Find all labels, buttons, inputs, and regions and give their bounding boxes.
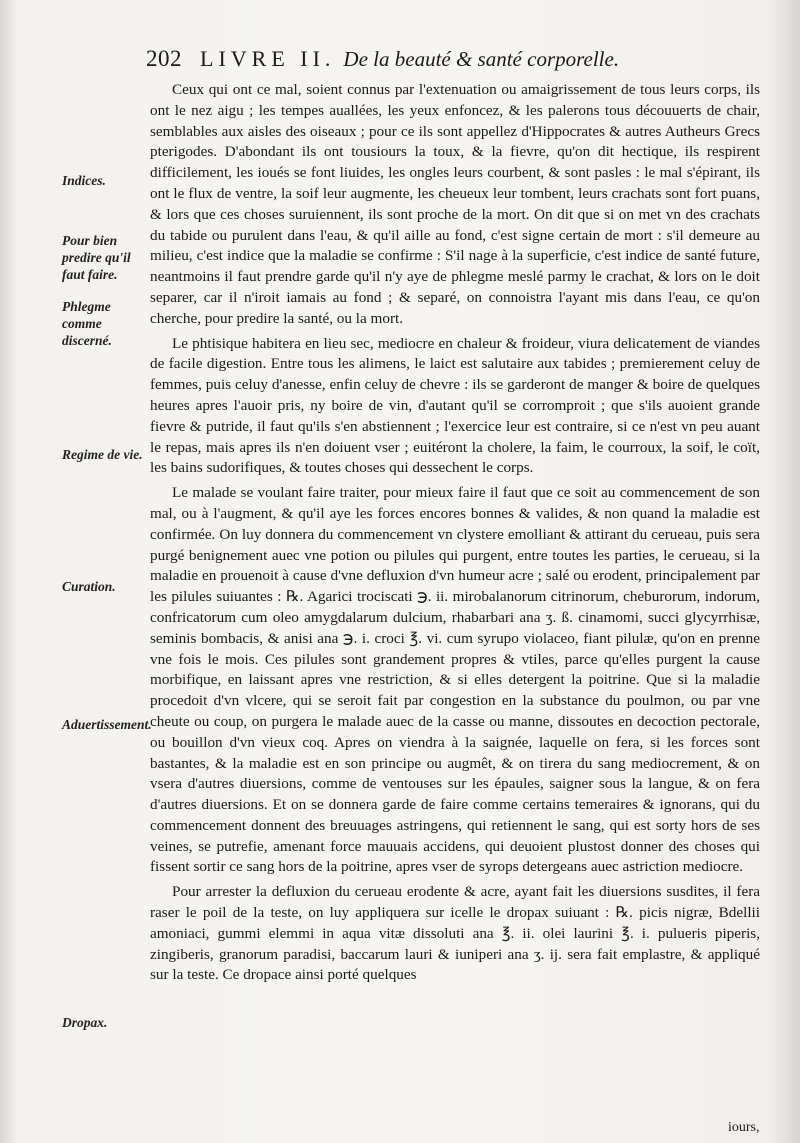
running-header: [146, 46, 706, 76]
page-number: 202: [146, 46, 182, 71]
paragraph-regimen: Le phtisique habitera en lieu sec, mediocre en chaleur & froideur, viura delicatement de viandes de facile digestion. Entre tous les alimens, le laict est salutaire aux tabides ; premierement celuy de femmes, puis celuy d'anesse, enfin celuy de chevre : ils se garderont de manger & boire de quelques heures apres l'auoir pris, ny boire de vin, d'autant qu'il se corromproit ; que s'ils auoient grande fievre & putride, il faut qu'ils s'en abstiennent ; l'exercice leur est contraire, si ce n'est vn peu auant le repas, mais apres ils n'en doiuent vser ; euitéront la cholere, la faim, le courroux, la soif, le coït, les bains sudorifiques, & toutes choses qui dessechent le corps.: [150, 334, 760, 477]
catchword: iours,: [728, 1120, 760, 1135]
paragraph-symptoms: Ceux qui ont ce mal, soient connus par l'extenuation ou amaigrissement de tous leurs corps, ils ont le nez aigu ; les tempes auallées, les yeux enfoncez, & les palerons tous découuerts de chair, semblables aux aisles des oiseaux ; pour ce ils sont appellez d'Hippocrates & autres Autheurs Grecs pterigodes. D'abondant ils ont tousiours la toux, & la fievre, qu'on dit hectique, ils respirent difficilement, les ioués se font liuides, les ongles leurs courbent, & sont pasles : le mal s'épirant, ils ont le flux de ventre, la soif leur augmente, les cheueux leur tombent, leurs crachats sont fort puans, & lors que ces choses suruiennent, ils sont proche de la mort. On dit que si on met vn des crachats du tabide ou purulent dans l'eau, & qu'il aille au fond, c'est signe certain de mort : s'il demeure au milieu, c'est indice que la maladie se confirme : S'il nage à la superficie, c'est indice de santé future, neantmoins il faut prendre garde qu'il n'y aye de phlegme meslé parmy le crachat, & lors on le doit separer, car il n'iroit iamais au fond ; & separé, on connoistra l'ayant mis dans l'eau, ce qu'on cherche, pour predire la santé, ou la mort.: [150, 81, 760, 327]
paragraph-dropax: Pour arrester la defluxion du cerueau erodente & acre, ayant fait les diuersions susdites, il fera raser le poil de la teste, on luy appliquera sur icelle le dropax suiuant : ℞. picis nigræ, Bdellii amoniaci, gummi elemmi in aqua vitæ dissoluti ana ℥. ii. olei laurini ℥. i. pulueris piperis, zingiberis, granorum paradisi, baccarum lauri & iuniperi ana ʒ. ij. sera fait emplastre, & appliqué sur la teste. Ce dropace ainsi porté quelques: [150, 883, 760, 984]
paragraph-treatment: Le malade se voulant faire traiter, pour mieux faire il faut que ce soit au commencement de son mal, ou à l'augment, & qu'il aye les forces encores bonnes & valides, & non quand la maladie est confirmée. On luy donnera du commencement vn clystere emolliant & attirant du cerueau, puis sera purgé benignement auec vne potion ou pilules qui purgent, entre toutes les parties, le cerueau, si la maladie en prouenoit à cause d'vne defluxion d'vn humeur acre ; salé ou erodent, principalement par les pilules suiuantes : ℞. Agarici trociscati ℈. ii. mirobalanorum citrinorum, cheburorum, indorum, confricatorum cum oleo amygdalarum dulcium, rhabarbari ana ʒ. ß. cinamomi, succi glycyrrhisæ, seminis bombacis, & anisi ana ℈. i. croci ℥. vi. cum syrupo violaceo, fiant pilulæ, qu'on en prenne vne fois le mois. Ces pilules sont grandement propres & vtiles, parce qu'elles purgent la cause morbifique, en laissant apres vne restriction, & si elles detergent la poitrine. Que si la maladie procedoit d'vn vlcere, qui se seroit fait par congestion en la substance du poulmon, ou par vne cheute ou coup, on purgera le malade auec de la casse ou manne, dissoutes en decoction pectorale, ou bouillon d'vn vieux coq. Apres on viendra à la saignée, laquelle on fera, si les forces sont bastantes, & la maladie est en son principe ou augmêt, & on tirera du sang mediocrement, & on vsera d'autres diuersions, comme de ventouses sur les épaules, saigner sous la langue, & on fera d'autres diuersions. Et on se donnera garde de faire comme certains temeraires & ignorans, qui du commencement donnent des breuuages astringens, qui retiennent le sang, qui est sorty hors de ses veines, se putrefie, amenant force mauuais accidens, qui deuoient plustost donner des choses qui fissent sortir ce sang hors de la poitrine, apres vser de syrops detergeans auec astriction mediocre.: [150, 484, 760, 876]
page-edge-shadow: [770, 0, 800, 1143]
chapter-subtitle: De la beauté & santé corporelle.: [343, 47, 620, 71]
main-text: [150, 80, 760, 986]
margin-note-indices: Indices.: [62, 173, 106, 188]
margin-note-curation: Curation.: [62, 579, 116, 594]
margin-note-dropax: Dropax.: [62, 1015, 108, 1030]
book-title: LIVRE II.: [200, 46, 336, 71]
margin-note-phlegme: Phlegme comme discerné.: [62, 299, 112, 348]
margin-note-regime-de-vie: Regime de vie.: [62, 447, 143, 462]
margin-note-aduertissement: Aduertissement.: [62, 717, 152, 732]
margin-note-pour-bien-predire: Pour bien predire qu'il faut faire.: [62, 233, 131, 282]
